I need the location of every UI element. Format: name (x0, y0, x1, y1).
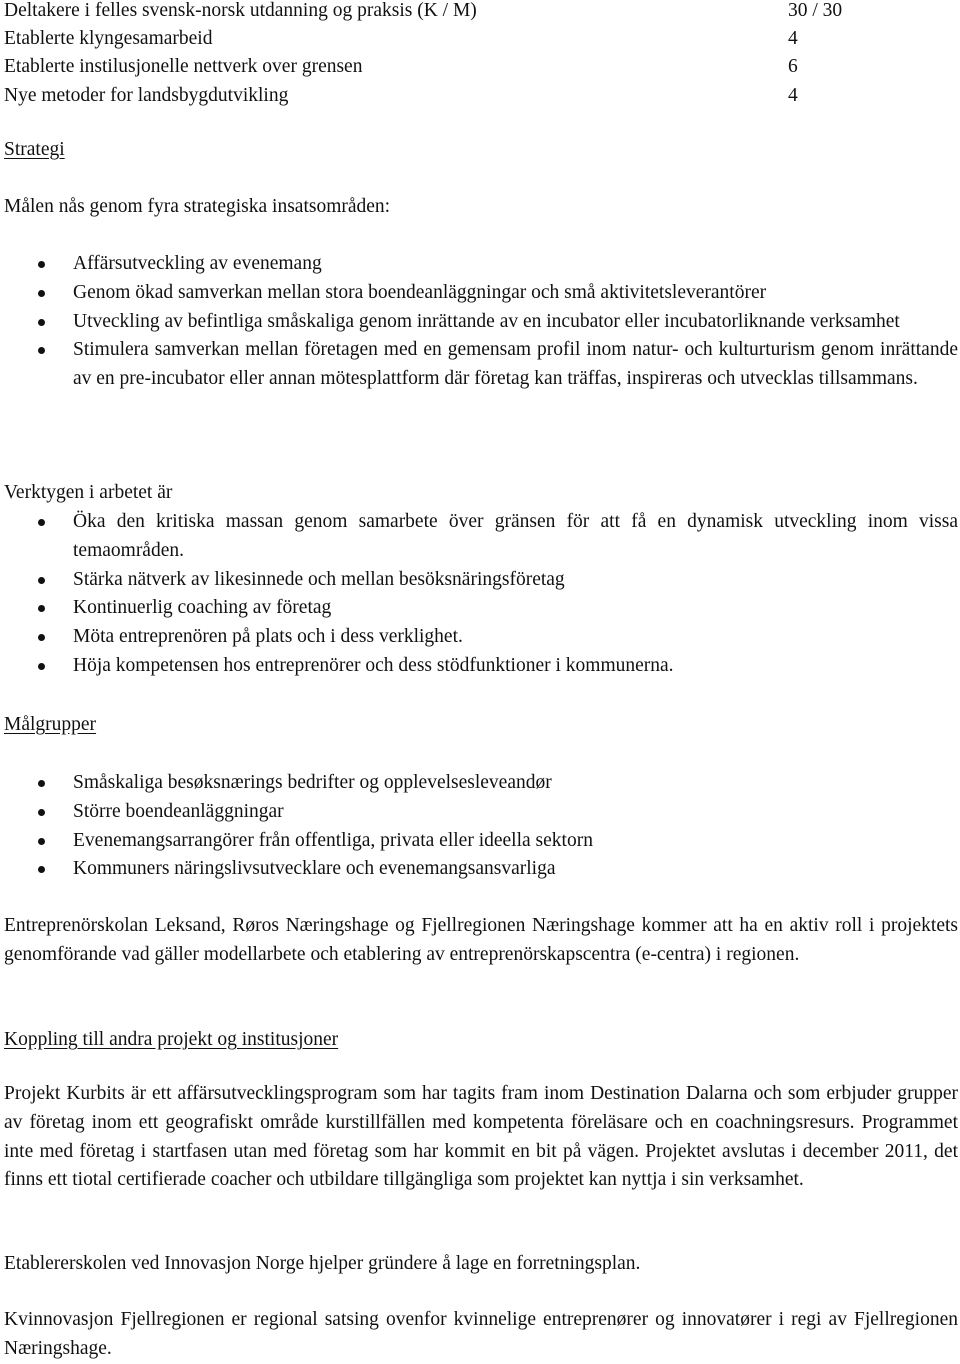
list-item: Större boendeanläggningar (4, 798, 958, 827)
entreprenor-paragraph: Entreprenörskolan Leksand, Røros Næringshage og Fjellregionen Næringshage kommer att ha en aktiv roll i projektets genomförande vad gäller modellarbete och etablering av entreprenörskapscentra (e-centra) i regionen. (4, 915, 958, 965)
bullet-icon (38, 780, 45, 787)
bullet-icon (38, 634, 45, 641)
strategi-list (4, 250, 958, 394)
verktyg-intro: Verktygen i arbetet är (4, 482, 173, 503)
malgrupper-list (4, 769, 958, 884)
bullet-icon (38, 261, 45, 268)
stats-value: 30 / 30 (788, 0, 843, 21)
bullet-icon (38, 347, 45, 354)
bullet-icon (38, 577, 45, 584)
bullet-icon (38, 519, 45, 526)
stats-row (4, 0, 842, 25)
stats-label: Deltakere i felles svensk-norsk utdanning og praksis (K / M) (4, 0, 477, 21)
bullet-icon (38, 866, 45, 873)
bullet-icon (38, 605, 45, 612)
list-item: Kommuners näringslivsutvecklare och evenemangsansvarliga (4, 855, 958, 884)
koppling-heading: Koppling till andra projekt og institusjoner (4, 1029, 339, 1050)
bullet-icon (38, 290, 45, 297)
stats-value: 4 (788, 84, 798, 106)
list-item: Småskaliga besøksnærings bedrifter og opplevelsesleveandør (4, 769, 958, 798)
list-item: Stärka nätverk av likesinnede och mellan besöksnäringsföretag (4, 566, 958, 595)
bullet-icon (38, 319, 45, 326)
list-item: Evenemangsarrangörer från offentliga, privata eller ideella sektorn (4, 827, 958, 856)
list-item: Möta entreprenören på plats och i dess verklighet. (4, 623, 958, 652)
stats-value: 4 (788, 28, 798, 50)
list-item: Kontinuerlig coaching av företag (4, 594, 958, 623)
bullet-icon (38, 809, 45, 816)
list-item: Stimulera samverkan mellan företagen med en gemensam profil inom natur- och kulturturism genom inrättande av en pre-incubator eller annan mötesplattform där företag kan träffas, inspireras och utvecklas tillsammans. (4, 336, 958, 394)
bullet-icon (38, 838, 45, 845)
verktyg-list (4, 508, 958, 681)
koppling-paragraph: Etablererskolen ved Innovasjon Norge hjelper gründere å lage en forretningsplan. (4, 1253, 641, 1274)
stats-row (4, 53, 842, 81)
stats-row (4, 82, 842, 110)
list-item: Höja kompetensen hos entreprenörer och dess stödfunktioner i kommunerna. (4, 652, 958, 681)
bullet-icon (38, 663, 45, 670)
stats-label: Nye metoder for landsbygdutvikling (4, 84, 289, 106)
koppling-paragraph: Kvinnovasjon Fjellregionen er regional satsing ovenfor kvinnelige entreprenører og innovatører i regi av Fjellregionen Næringshage. (4, 1309, 958, 1359)
strategi-heading: Strategi (4, 139, 65, 160)
koppling-paragraph: Projekt Kurbits är ett affärsutvecklingsprogram som har tagits fram inom Destination Dalarna och som erbjuder grupper av företag inom ett geografiskt område kurstillfällen med kompetenta föreläsare och en coachningsresurs. Programmet inte med företag i startfasen utan med företag som har kommit en bit på vägen. Projektet avslutas i december 2011, det finns ett tiotal certifierade coacher och utbildare tillgängliga som projektet kan nyttja i sin verksamhet. (4, 1083, 958, 1191)
list-item: Utveckling av befintliga småskaliga genom inrättande av en incubator eller incubatorliknande verksamhet (4, 308, 958, 337)
list-item: Genom ökad samverkan mellan stora boendeanläggningar och små aktivitetsleverantörer (4, 279, 958, 308)
stats-value: 6 (788, 56, 798, 78)
stats-table (4, 0, 842, 110)
stats-label: Etablerte klyngesamarbeid (4, 28, 213, 50)
malgrupper-heading: Målgrupper (4, 714, 97, 735)
list-item: Affärsutveckling av evenemang (4, 250, 958, 279)
strategi-intro: Målen nås genom fyra strategiska insatsområden: (4, 196, 391, 217)
stats-row (4, 25, 842, 53)
stats-label: Etablerte instilusjonelle nettverk over grensen (4, 56, 363, 78)
list-item: Öka den kritiska massan genom samarbete över gränsen för att få en dynamisk utveckling inom vissa temaområden. (4, 508, 958, 566)
